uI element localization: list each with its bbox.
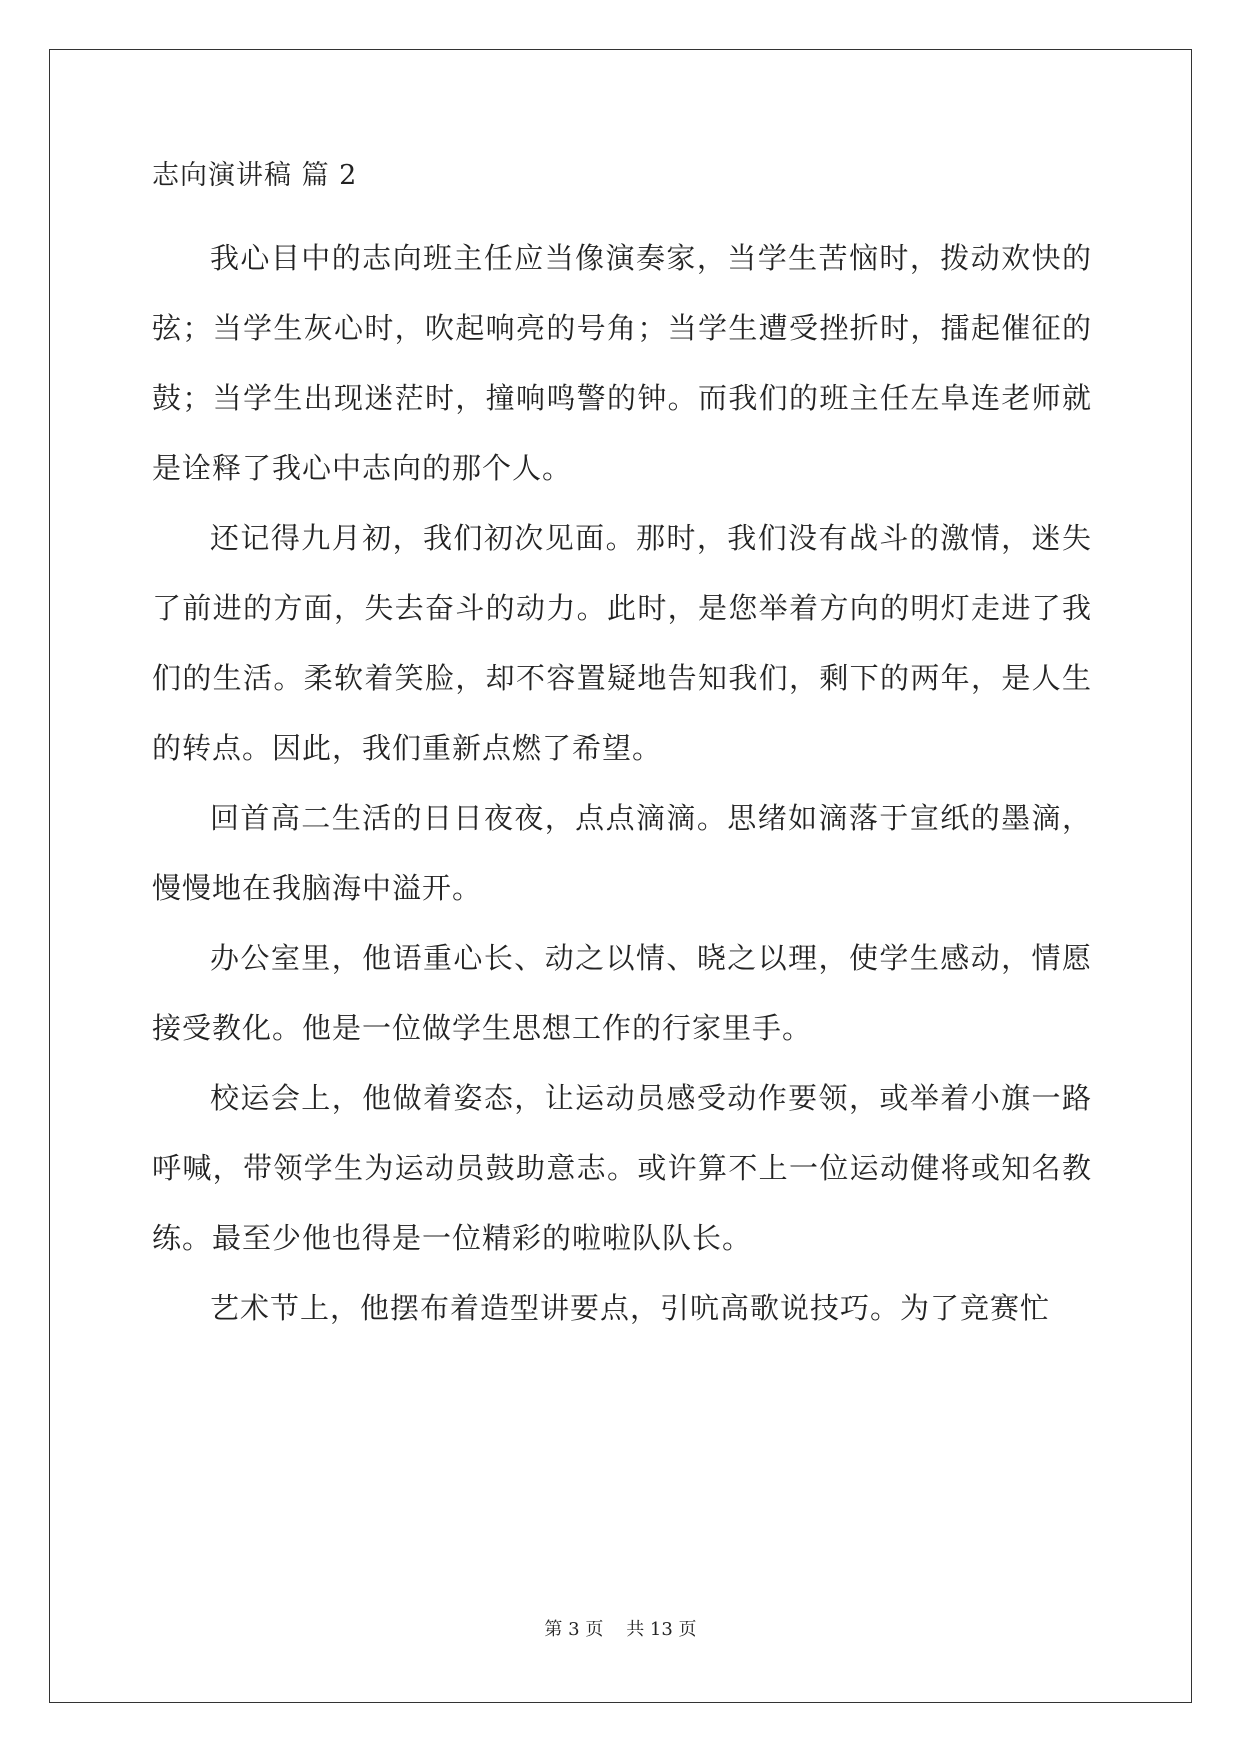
paragraph: 还记得九月初，我们初次见面。那时，我们没有战斗的激情，迷失了前进的方面，失去奋斗的动力。此时，是您举着方向的明灯走进了我们的生活。柔软着笑脸，却不容置疑地告知我们，剩下的两年，是人生的转点。因此，我们重新点燃了希望。 <box>152 521 1092 765</box>
paragraph: 校运会上，他做着姿态，让运动员感受动作要领，或举着小旗一路呼喊，带领学生为运动员鼓助意志。或许算不上一位运动健将或知名教练。最至少他也得是一位精彩的啦啦队队长。 <box>152 1081 1092 1255</box>
paragraph: 艺术节上，他摆布着造型讲要点，引吭高歌说技巧。为了竞赛忙 <box>210 1291 1051 1325</box>
page-number-footer: 第 3 页 共 13 页 <box>544 1619 697 1640</box>
paragraph: 我心目中的志向班主任应当像演奏家，当学生苦恼时，拨动欢快的弦；当学生灰心时，吹起响亮的号角；当学生遭受挫折时，擂起催征的鼓；当学生出现迷茫时，撞响鸣警的钟。而我们的班主任左阜连老师就是诠释了我心中志向的那个人。 <box>152 241 1092 485</box>
paragraph: 办公室里，他语重心长、动之以情、晓之以理，使学生感动，情愿接受教化。他是一位做学生思想工作的行家里手。 <box>152 941 1092 1045</box>
document-title: 志向演讲稿 篇 2 <box>152 160 358 191</box>
paragraph-list <box>152 223 1092 1343</box>
paragraph: 回首高二生活的日日夜夜，点点滴滴。思绪如滴落于宣纸的墨滴，慢慢地在我脑海中溢开。 <box>152 801 1092 905</box>
document-body <box>152 158 1092 1343</box>
